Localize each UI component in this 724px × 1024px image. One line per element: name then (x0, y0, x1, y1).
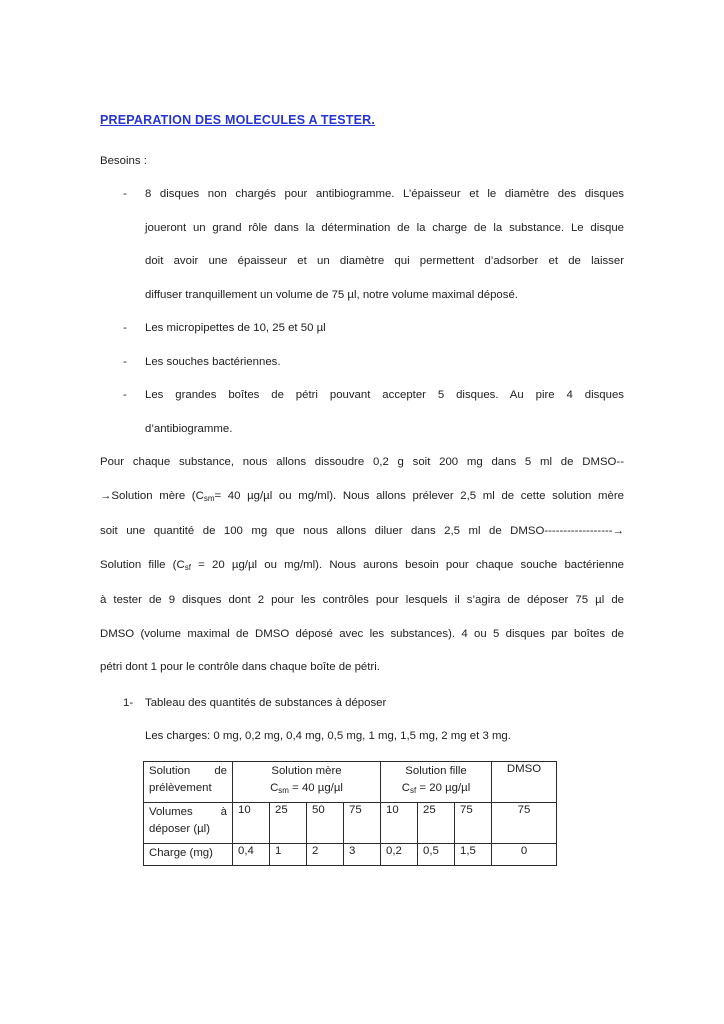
bullet-marker: - (123, 188, 127, 200)
table-cell-volume: 50 (307, 802, 344, 843)
table-cell-charge-dmso: 0 (492, 843, 557, 865)
header-cell-solution-mere (233, 761, 381, 802)
quantities-table (143, 761, 557, 866)
section-heading (123, 687, 624, 721)
text-line: →Solution mère ($C_{sm}= 40$ µg/µl ou mg/ml). Nous allons prélever 2,5 ml de cette solution mère (100, 489, 624, 503)
table-cell-volume: 75 (344, 802, 381, 843)
text-line: Les micropipettes de 10, 25 et 50 µl (145, 322, 326, 334)
table-cell-charge: 1,5 (455, 843, 492, 865)
section-heading-text: Tableau des quantités de substances à déposer (145, 696, 387, 709)
bullet-text (145, 346, 624, 380)
table-cell-charge: 0,4 (233, 843, 270, 865)
bullet-marker: - (123, 322, 127, 334)
bullet-text (145, 312, 624, 346)
table-cell-volume: 25 (418, 802, 455, 843)
bullet-marker: - (123, 355, 127, 368)
text-line: DMSO (volume maximal de DMSO déposé avec les substances). 4 ou 5 disques par boîtes de (100, 627, 624, 640)
besoins-label: Besoins : (100, 154, 147, 167)
bullet-item-disques (123, 178, 624, 312)
text-line: Solution de (149, 764, 227, 777)
text-line: soit une quantité de 100 mg que nous allons diluer dans 2,5 ml de DMSO------------------→ (100, 525, 624, 537)
text-line: 8 disques non chargés pour antibiogramme. L’épaisseur et le diamètre des disques (145, 188, 624, 200)
row-label-volumes (144, 802, 233, 843)
text-line: Volumes à (149, 805, 227, 818)
text-line: prélèvement (149, 781, 212, 794)
text-line: déposer (µl) (149, 822, 211, 835)
text-line: Charge (mg) (149, 846, 213, 859)
text-line: diffuser tranquillement un volume de 75 µl, notre volume maximal déposé. (145, 288, 518, 301)
text-line: Solution mère (271, 764, 342, 777)
text-line: d’antibiogramme. (145, 422, 233, 435)
bullet-item-souches (123, 346, 624, 380)
text-line: pétri dont 1 pour le contrôle dans chaque boîte de pétri. (100, 661, 380, 673)
table-cell-volume: 10 (233, 802, 270, 843)
table-cell-charge: 3 (344, 843, 381, 865)
table-cell-charge: 1 (270, 843, 307, 865)
table-cell-volume: 25 (270, 802, 307, 843)
table-cell-charge: 0,2 (381, 843, 418, 865)
text-line: doit avoir une épaisseur et un diamètre qui permettent d’adsorber et de laisser (145, 255, 624, 267)
table-cell-charge: 2 (307, 843, 344, 865)
text-line: Pour chaque substance, nous allons dissoudre 0,2 g soit 200 mg dans 5 ml de DMSO-- (100, 456, 624, 468)
main-paragraph (100, 446, 624, 685)
text-line: Solution fille ($C_{sf} = 20$ µg/µl ou mg/ml). Nous aurons besoin pour chaque souche bactérienne (100, 558, 624, 572)
bullet-item-boites-petri (123, 379, 624, 446)
text-line: Les souches bactériennes. (145, 355, 281, 368)
bullet-text (145, 379, 624, 446)
text-line: à tester de 9 disques dont 2 pour les contrôles pour lesquels il s’agira de déposer 75 µl de (100, 594, 624, 606)
table-cell-volume-dmso: 75 (492, 802, 557, 843)
bullet-marker: - (123, 389, 127, 401)
text-line: Solution fille (405, 764, 467, 777)
text-line: joueront un grand rôle dans la détermination de la charge de la substance. Le disque (145, 221, 624, 234)
text-line: Les grandes boîtes de pétri pouvant accepter 5 disques. Au pire 4 disques (145, 389, 624, 401)
section-number: 1- (123, 696, 134, 709)
table-cell-volume: 75 (455, 802, 492, 843)
row-label-charge (144, 843, 233, 865)
bullet-item-micropipettes (123, 312, 624, 346)
header-cell-dmso: DMSO (492, 761, 557, 802)
text-line: $C_{sf} = 20$ µg/µl (401, 781, 471, 795)
header-cell-solution-fille (381, 761, 492, 802)
table-cell-volume: 10 (381, 802, 418, 843)
bullet-text (145, 178, 624, 312)
document-title: PREPARATION DES MOLECULES A TESTER. (100, 113, 376, 127)
header-cell-solution-prelevement (144, 761, 233, 802)
text-line: $C_{sm} = 40$ µg/µl (270, 781, 343, 795)
table-cell-charge: 0,5 (418, 843, 455, 865)
charges-line: Les charges: 0 mg, 0,2 mg, 0,4 mg, 0,5 mg, 1 mg, 1,5 mg, 2 mg et 3 mg. (145, 730, 511, 742)
